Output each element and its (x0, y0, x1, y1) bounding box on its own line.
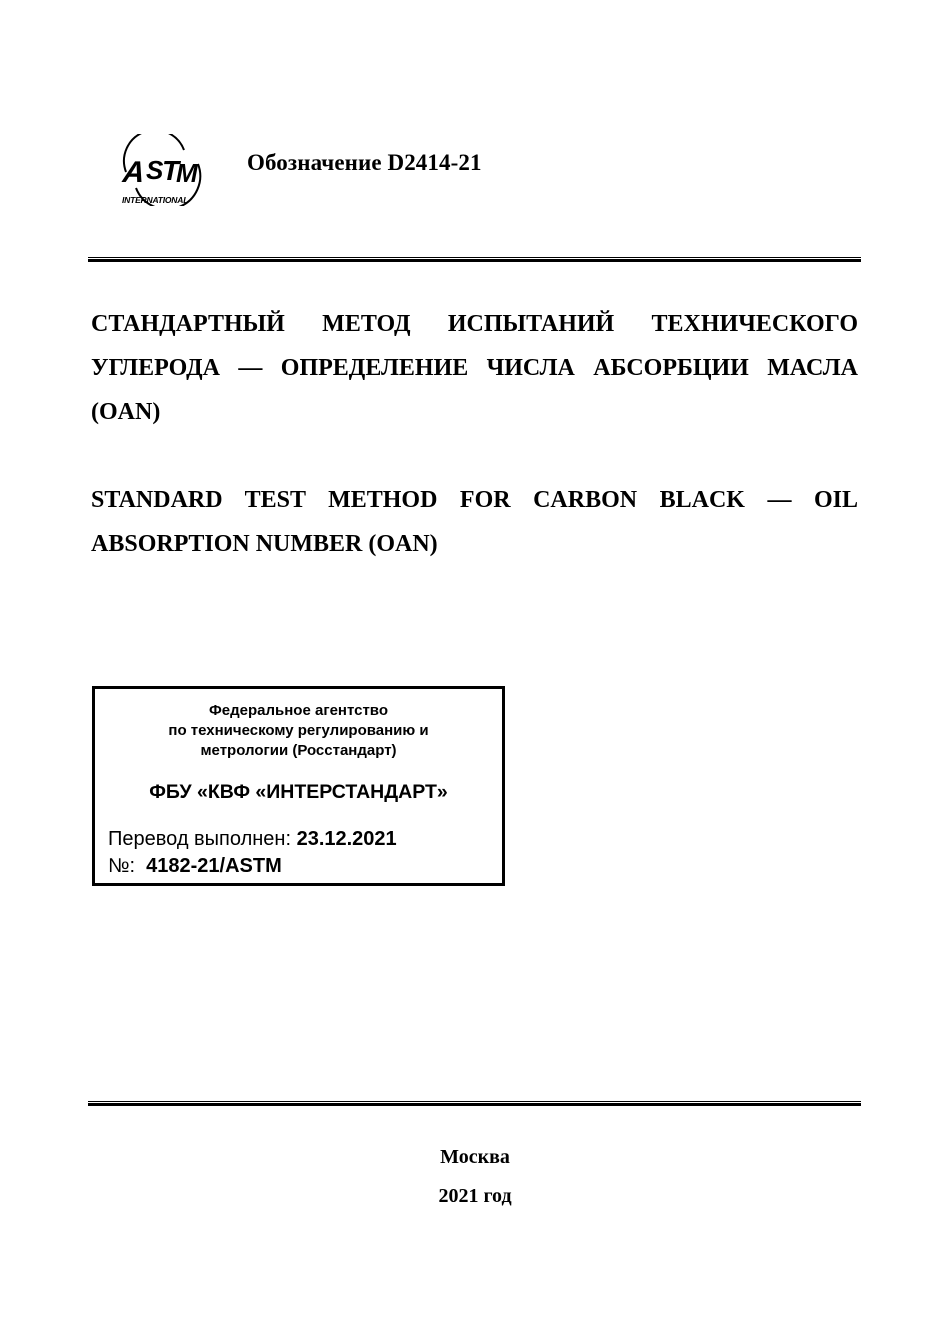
translation-number-row (108, 853, 397, 880)
agency-line: по техническому регулированию и (168, 722, 429, 739)
city: Москва (440, 1146, 510, 1168)
svg-text:INTERNATIONAL: INTERNATIONAL (122, 195, 189, 205)
translation-stamp (92, 686, 505, 886)
translation-info (108, 826, 397, 880)
number-value: 4182-21/ASTM (146, 855, 282, 877)
title-russian: СТАНДАРТНЫЙ МЕТОД ИСПЫТАНИЙ ТЕХНИЧЕСКОГО УГЛЕРОДА — ОПРЕДЕЛЕНИЕ ЧИСЛА АБСОРБЦИИ МАСЛА (OAN) (91, 311, 858, 425)
translated-date: 23.12.2021 (296, 828, 397, 850)
title-english: STANDARD TEST METHOD FOR CARBON BLACK — OIL ABSORPTION NUMBER (OAN) (91, 487, 858, 557)
agency-name (95, 701, 502, 761)
translated-label: Перевод выполнен: (108, 828, 292, 850)
organization-name: ФБУ «КВФ «ИНТЕРСТАНДАРТ» (149, 781, 448, 803)
svg-text:A: A (121, 156, 147, 189)
year: 2021 год (438, 1185, 512, 1207)
document-designation: Обозначение D2414-21 (247, 150, 482, 175)
agency-line: Федеральное агентство (208, 702, 388, 719)
astm-logo-icon (118, 134, 204, 206)
bottom-divider (88, 1101, 861, 1106)
agency-line: метрологии (Росстандарт) (200, 742, 397, 759)
svg-text:T: T (162, 155, 180, 186)
svg-text:M: M (176, 158, 198, 188)
top-divider (88, 257, 861, 262)
translation-date-row (108, 826, 397, 853)
svg-text:S: S (146, 155, 164, 185)
number-label: №: (108, 855, 136, 877)
astm-logo (118, 134, 204, 206)
